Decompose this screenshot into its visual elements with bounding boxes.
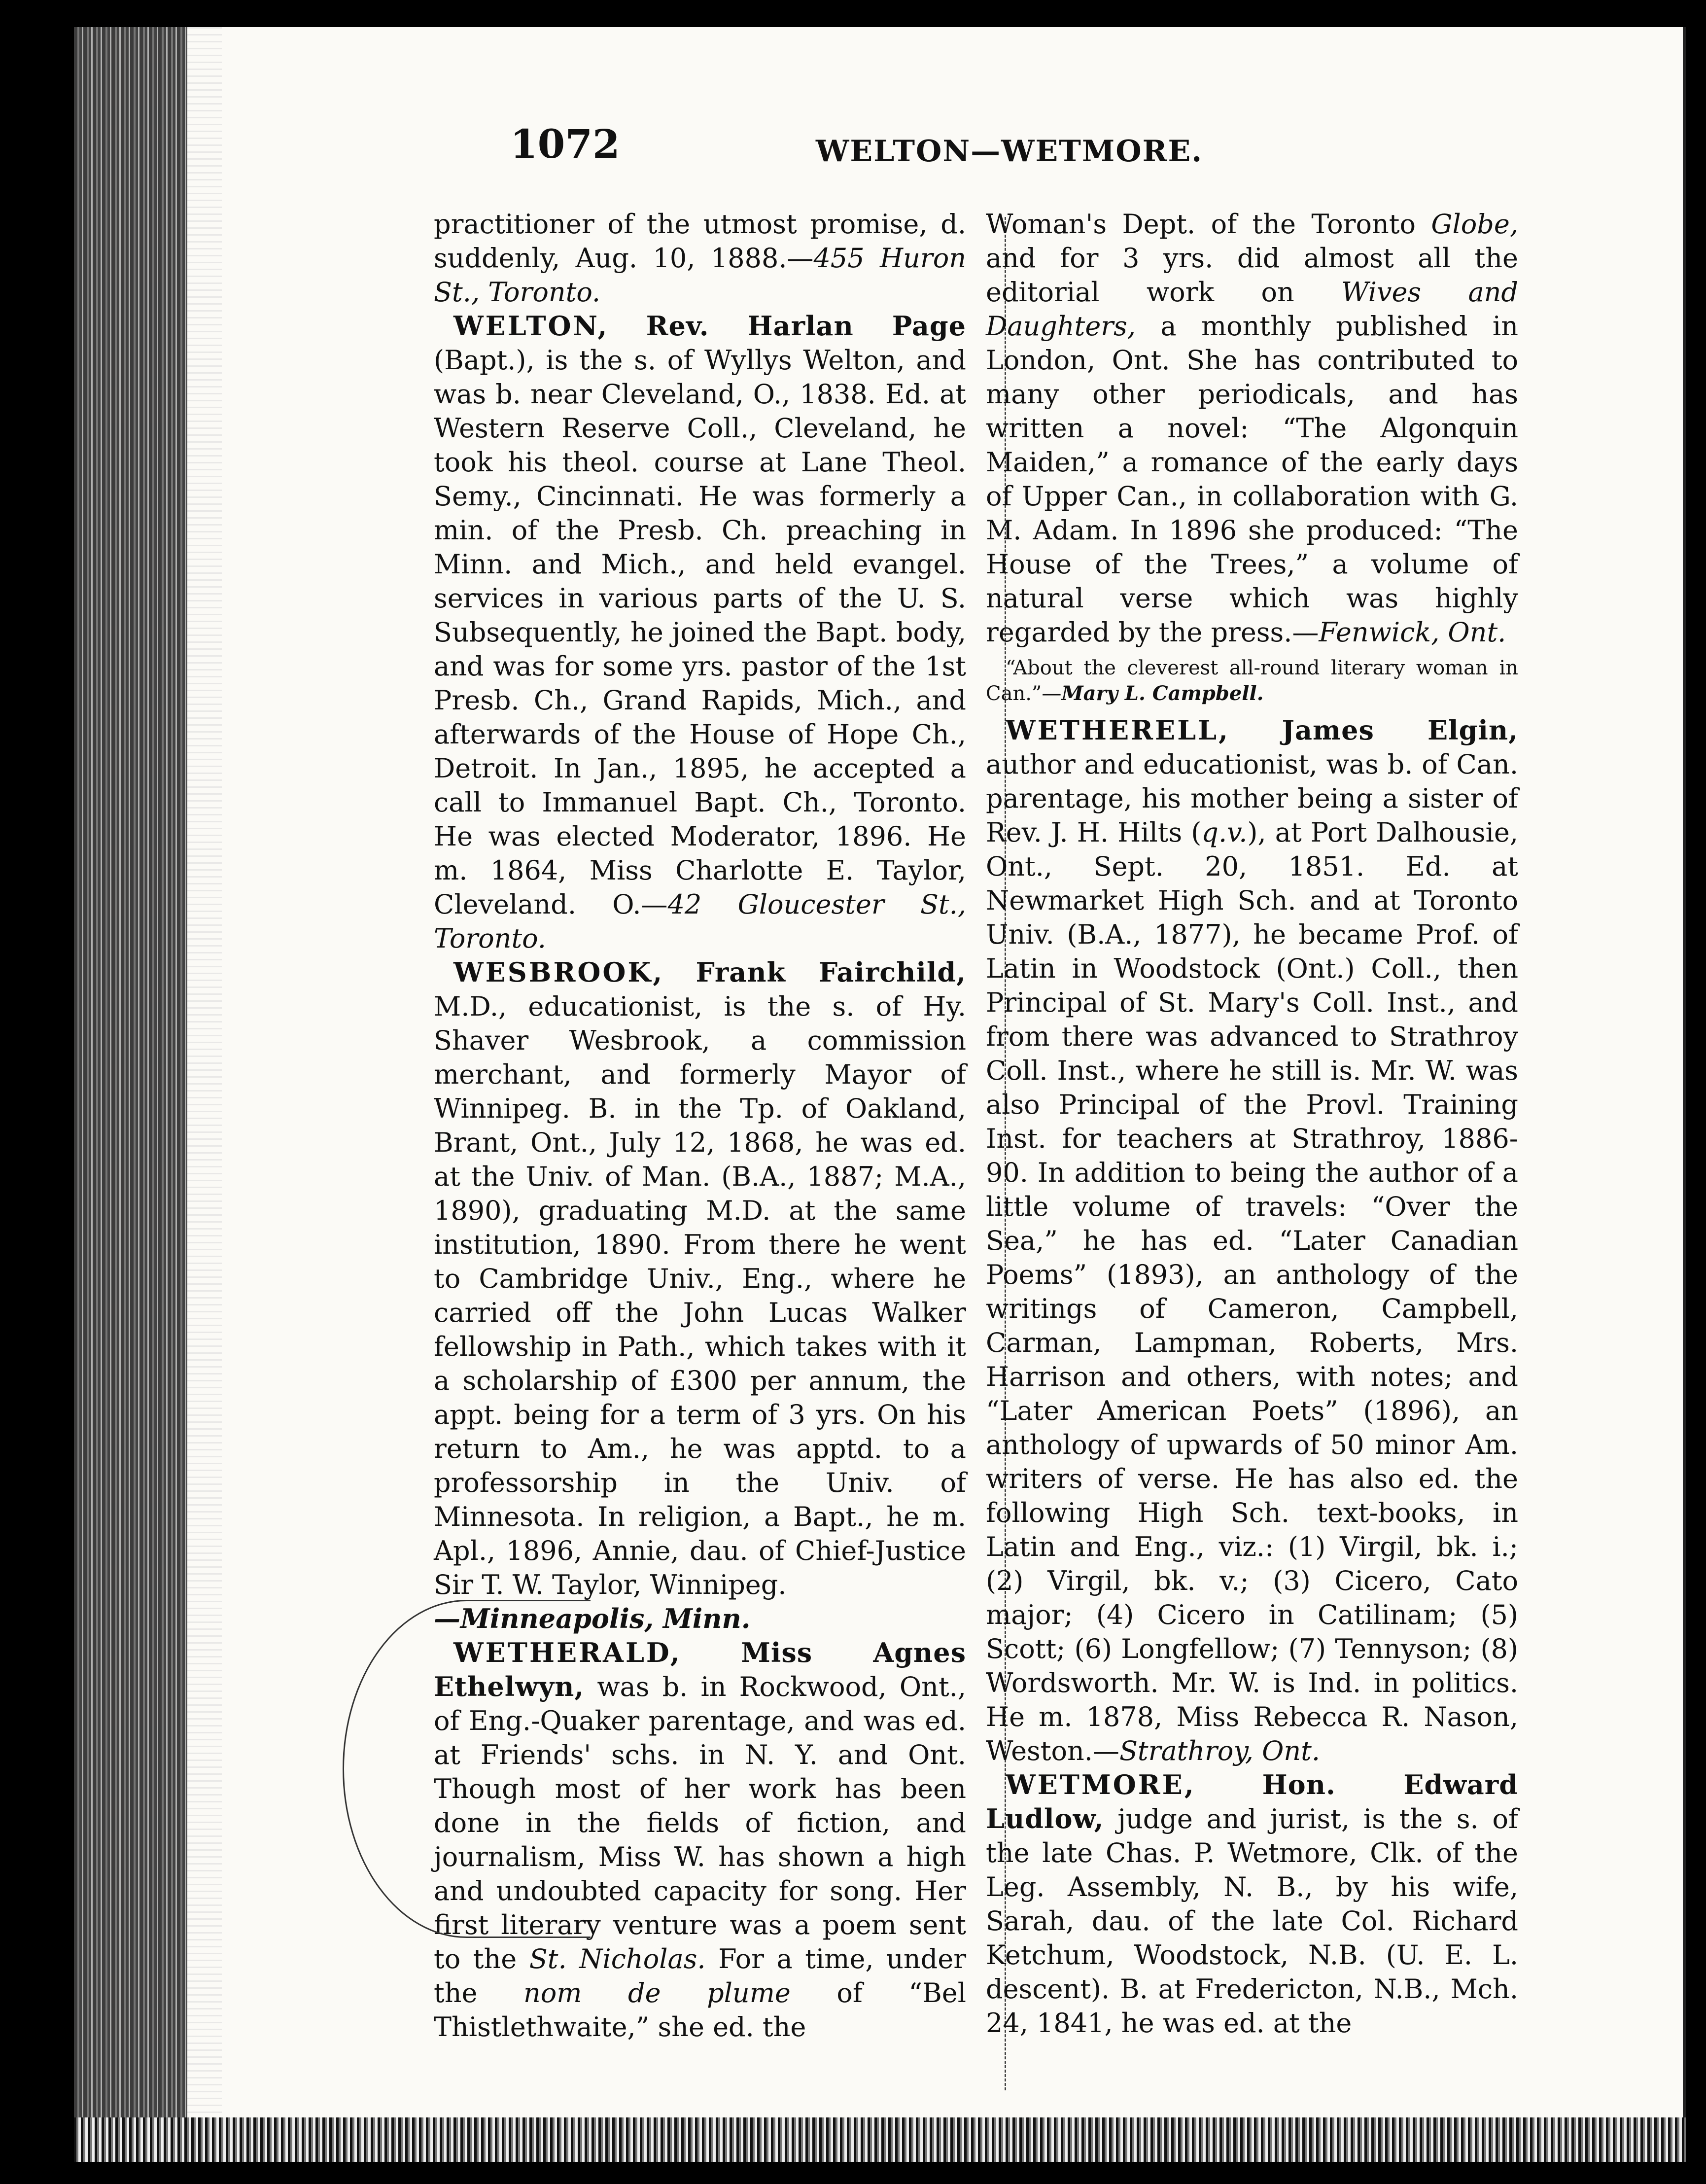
entry-text: (Bapt.), is the s. of Wyllys Welton, and was b. near Cleveland, O., 1838. Ed. at Western Reserve Coll., Cleveland, he took his theol. course at Lane Theol. Semy., Cincinnati. He was formerly a min. of the Presb. Ch. preaching in Minn. and Mich., and held evangel. services in various parts of the U. S. Subsequently, he joined the Bapt. body, and was for some yrs. pastor of the 1st Presb. Ch., Grand Rapids, Mich., and afterwards of the House of Hope Ch., Detroit. In Jan., 1895, he accepted a call to Immanuel Bapt. Ch., Toronto. He was elected Moderator, 1896. He m. 1864, Miss Charlotte E. Taylor, Cleveland. O.— — [434, 345, 966, 920]
right-column — [986, 207, 1518, 2040]
entry-address: Fenwick, Ont. — [1319, 617, 1506, 648]
entry-text: and for 3 yrs. did almost all the editorial work on — [986, 243, 1518, 308]
entry-italic-title: Globe, — [1431, 209, 1518, 240]
entry-address: 455 Huron St., Toronto. — [434, 243, 966, 308]
entry-italic-phrase: nom de plume — [523, 1977, 791, 2008]
entry-text: ), at Port Dalhousie, Ont., Sept. 20, 1851. Ed. at Newmarket High Sch. and at Toronto Univ. (B.A., 1877), he became Prof. of Latin in Woodstock (Ont.) Coll., then Principal of St. Mary's Coll. Inst., and from there was advanced to Strathroy Coll. Inst., where he still is. Mr. W. was also Principal of the Provl. Training Inst. for teachers at Strathroy, 1886-90. In addition to being the author of a little volume of travels: “Over the Sea,” he has ed. “Later Canadian Poems” (1893), an anthology of the writings of Cameron, Campbell, Carman, Lampman, Roberts, Mrs. Harrison and others, with notes; and “Later American Poets” (1896), an anthology of upwards of 50 minor Am. writers of verse. He has also ed. the following High Sch. text-books, in Latin and Eng., viz.: (1) Virgil, bk. i.; (2) Virgil, bk. v.; (3) Cicero, Cato major; (4) Cicero in Catilinam; (5) Scott; (6) Longfellow; (7) Tennyson; (8) Wordsworth. Mr. W. is Ind. in politics. He m. 1878, Miss Rebecca R. Nason, Weston.— — [986, 817, 1519, 1766]
entry-quote — [986, 655, 1518, 706]
entry-continuation — [434, 207, 966, 309]
page-bottom-edge — [74, 2117, 1686, 2162]
entry-address: Strathroy, Ont. — [1119, 1735, 1321, 1766]
entry-continuation — [986, 207, 1518, 649]
entry-given-name: Miss Agnes Ethelwyn, — [434, 1637, 966, 1702]
entry-given-name: Rev. Harlan Page — [646, 310, 966, 342]
entry-given-name: Frank Fairchild, — [696, 956, 966, 988]
entry-italic-title: St. Nicholas. — [529, 1943, 706, 1974]
entry-text: author and educationist, was b. of Can. parentage, his mother being a sister of Rev. J. H. Hilts ( — [986, 749, 1518, 848]
entry-text: a monthly published in London, Ont. She has contributed to many other periodicals, and has written a novel: “The Algonquin Maiden,” a romance of the early days of Upper Can., in collaboration with G. M. Adam. In 1896 she produced: “The House of the Trees,” a volume of natural verse which was highly regarded by the press.— — [986, 311, 1518, 648]
entry-surname: WETHERALD, — [453, 1637, 682, 1668]
entry-wesbrook — [434, 955, 966, 1636]
entry-wetherell — [986, 713, 1518, 1768]
entry-text: judge and jurist, is the s. of the late Chas. P. Wetmore, Clk. of the Leg. Assembly, N. B., by his wife, Sarah, dau. of the late Col. Richard Ketchum, Woodstock, N.B. (U. E. L. descent). B. at Fredericton, N.B., Mch. 24, 1841, he was ed. at the — [986, 1803, 1518, 2039]
entry-surname: WETMORE, — [1006, 1769, 1196, 1800]
entry-italic-phrase: q.v. — [1201, 817, 1248, 848]
entry-surname: WETHERELL, — [1006, 714, 1230, 746]
entry-surname: WELTON, — [453, 310, 609, 342]
quote-text: “About the cleverest all-round literary woman in Can.”— — [986, 657, 1518, 705]
entry-given-name: Hon. Edward Ludlow, — [986, 1769, 1518, 1834]
entry-text: Woman's Dept. of the Toronto — [986, 209, 1416, 240]
entry-address: 42 Gloucester St., Toronto. — [434, 889, 966, 954]
entry-text: practitioner of the utmost promise, d. suddenly, Aug. 10, 1888.— — [434, 209, 966, 274]
running-head: WELTON—WETMORE. — [816, 134, 1203, 169]
entry-text: was b. in Rockwood, Ont., of Eng.-Quaker parentage, and was ed. at Friends' schs. in N. Y. and Ont. Though most of her work has been done in the fields of fiction, and journalism, Miss W. has shown a high and undoubted capacity for song. Her first literary venture was a poem sent to the — [434, 1671, 966, 1974]
entry-text: For a time, under the — [434, 1943, 967, 2008]
entry-given-name: James Elgin, — [1282, 714, 1518, 746]
quote-source: Mary L. Campbell. — [1061, 682, 1264, 705]
entry-welton — [434, 309, 966, 955]
page-header — [439, 104, 1582, 173]
entry-address: —Minneapolis, Minn. — [434, 1603, 751, 1634]
entry-wetmore — [986, 1768, 1518, 2040]
page-edge — [1683, 27, 1686, 2162]
pencil-mark — [343, 1600, 591, 1938]
gutter-shadow — [187, 27, 222, 2162]
page-number: 1072 — [510, 121, 620, 167]
binding-gutter — [74, 27, 187, 2162]
entry-surname: WESBROOK, — [453, 956, 664, 988]
entry-text: M.D., educationist, is the s. of Hy. Shaver Wesbrook, a commission merchant, and formerly Mayor of Winnipeg. B. in the Tp. of Oakland, Brant, Ont., July 12, 1868, he was ed. at the Univ. of Man. (B.A., 1887; M.A., 1890), graduating M.D. at the same institution, 1890. From there he went to Cambridge Univ., Eng., where he carried off the John Lucas Walker fellowship in Path., which takes with it a scholarship of £300 per annum, the appt. being for a term of 3 yrs. On his return to Am., he was apptd. to a professorship in the Univ. of Minnesota. In religion, a Bapt., he m. Apl., 1896, Annie, dau. of Chief-Justice Sir T. W. Taylor, Winnipeg. — [434, 991, 966, 1600]
entry-italic-title: Wives and Daughters, — [986, 277, 1518, 342]
entry-text: of “Bel Thistlethwaite,” she ed. the — [434, 1977, 966, 2043]
